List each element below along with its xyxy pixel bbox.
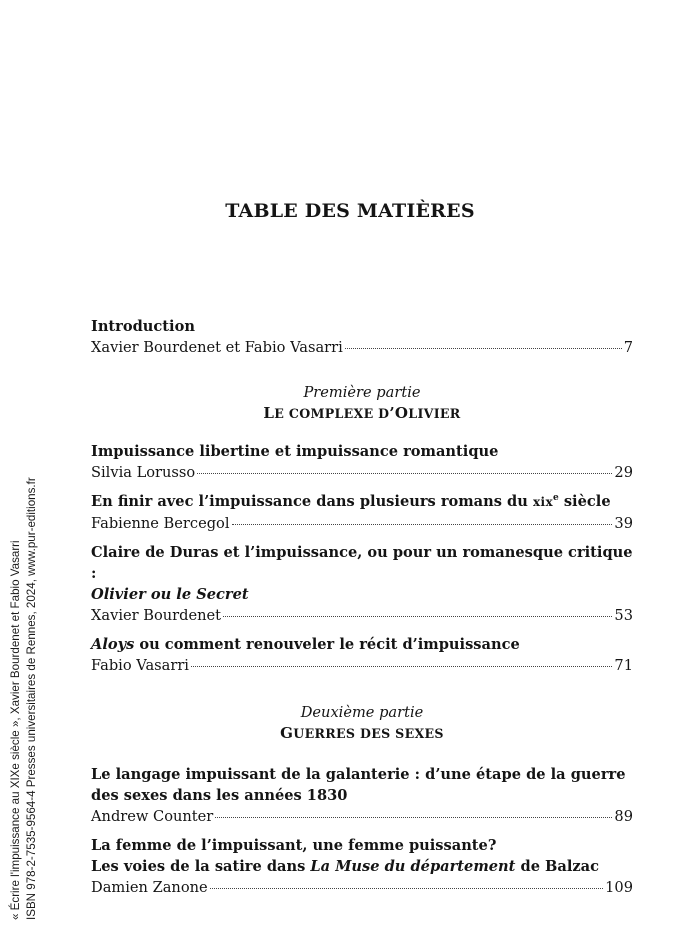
entry-page: 29 <box>614 464 633 481</box>
entry-title: En finir avec l’impuissance dans plusieurs romans du xix$^e$ siècle <box>91 493 611 510</box>
entry-author: Silvia Lorusso <box>91 464 196 481</box>
entry-title: Introduction <box>91 318 195 335</box>
dot-leader <box>210 888 603 889</box>
entry-page: 89 <box>614 808 633 825</box>
part-name: GUERRES DES SEXES <box>280 724 444 742</box>
entry-title: Aloys ou comment renouveler le récit d’impuissance <box>91 636 520 653</box>
entry-title: Le langage impuissant de la galanterie : d’une étape de la guerre <box>91 766 626 783</box>
part-heading-1 <box>91 382 633 424</box>
entry-title-cont: des sexes dans les années 1830 <box>91 787 348 804</box>
toc-list <box>91 316 633 898</box>
dot-leader <box>232 524 613 525</box>
entry-title: Impuissance libertine et impuissance romantique <box>91 443 499 460</box>
page-title: TABLE DES MATIÈRES <box>225 200 475 222</box>
side-citation <box>8 430 68 920</box>
toc-entry[interactable] <box>91 491 633 534</box>
entry-page: 39 <box>614 515 633 532</box>
entry-author: Xavier Bourdenet <box>91 607 222 624</box>
dot-leader <box>215 817 612 818</box>
toc-entry[interactable] <box>91 634 633 676</box>
part-label: Deuxième partie <box>300 704 424 721</box>
dot-leader <box>345 348 622 349</box>
entry-author: Damien Zanone <box>91 879 208 896</box>
part-label: Première partie <box>303 384 421 401</box>
toc-entry[interactable] <box>91 835 633 898</box>
dot-leader <box>191 666 612 667</box>
part-name: LE COMPLEXE D’OLIVIER <box>263 404 461 422</box>
entry-title: La femme de l’impuissant, une femme puissante? <box>91 837 497 854</box>
toc-entry[interactable] <box>91 441 633 483</box>
entry-title-cont: Les voies de la satire dans La Muse du département de Balzac <box>91 858 600 875</box>
toc-entry[interactable] <box>91 542 633 626</box>
entry-title: Claire de Duras et l’impuissance, ou pour un romanesque critique : <box>91 544 633 582</box>
entry-title-italic: Olivier ou le Secret <box>91 586 249 603</box>
dot-leader <box>197 473 612 474</box>
entry-author: Fabio Vasarri <box>91 657 189 674</box>
toc-entry[interactable] <box>91 764 633 827</box>
toc-entry-introduction[interactable] <box>91 316 633 358</box>
dot-leader <box>223 616 612 617</box>
part-heading-2 <box>91 702 633 744</box>
entry-page: 109 <box>605 879 633 896</box>
entry-page: 71 <box>614 657 633 674</box>
entry-page: 7 <box>623 339 633 356</box>
citation-line-1: « Écrire l'impuissance au XIXe siècle », Xavier Bourdenet et Fabio Vasarri <box>9 540 22 920</box>
citation-line-2: ISBN 978-2-7535-9564-4 Presses universitaires de Rennes, 2024, www.pur-editions.fr <box>25 477 38 920</box>
entry-page: 53 <box>614 607 633 624</box>
entry-author: Xavier Bourdenet et Fabio Vasarri <box>91 339 343 356</box>
entry-author: Fabienne Bercegol <box>91 515 230 532</box>
entry-author: Andrew Counter <box>91 808 214 825</box>
